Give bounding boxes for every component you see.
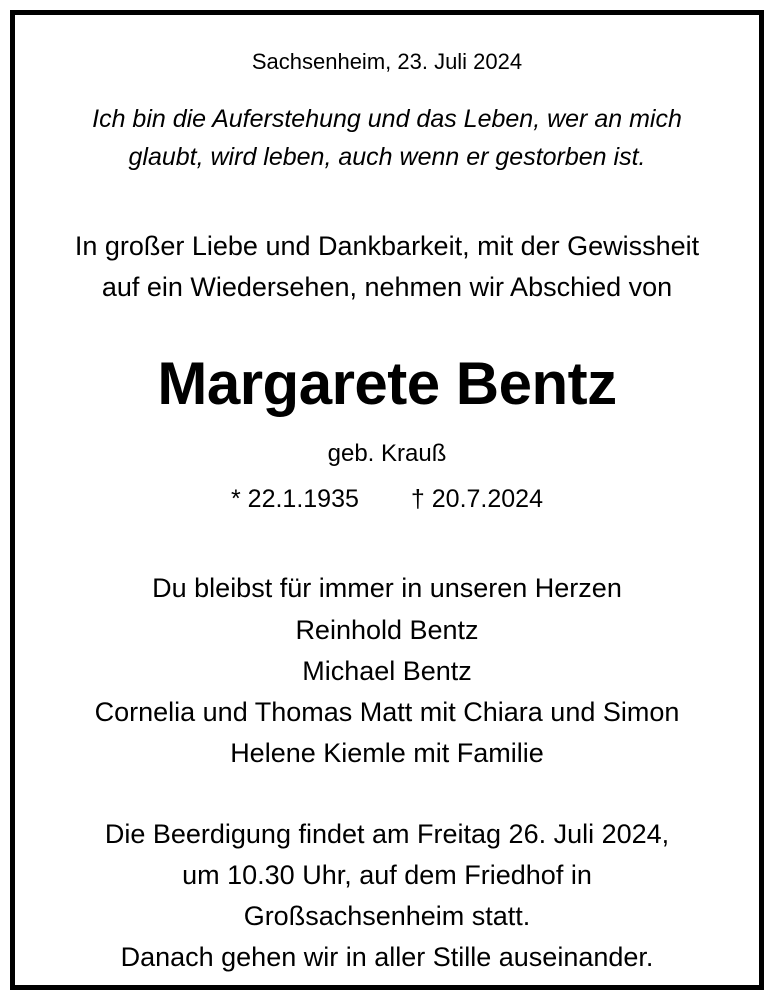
intro-text-line: In großer Liebe und Dankbarkeit, mit der Gewissheit bbox=[74, 231, 700, 261]
funeral-info-line: Die Beerdigung findet am Freitag 26. Juli 2024, bbox=[104, 819, 670, 849]
maiden-name: geb. Krauß bbox=[327, 440, 447, 467]
obituary-notice bbox=[10, 10, 764, 990]
mourner-name: Helene Kiemle mit Familie bbox=[230, 738, 544, 768]
mourner-name: Michael Bentz bbox=[302, 656, 472, 686]
life-dates bbox=[15, 485, 759, 514]
mourner-name: Reinhold Bentz bbox=[295, 615, 479, 645]
death-date: † 20.7.2024 bbox=[410, 485, 543, 513]
mourner-name: Cornelia und Thomas Matt mit Chiara und Simon bbox=[94, 697, 680, 727]
deceased-name: Margarete Bentz bbox=[157, 350, 617, 417]
funeral-info-line: Danach gehen wir in aller Stille auseinander. bbox=[120, 942, 654, 972]
bible-verse-line: glaubt, wird leben, auch wenn er gestorben ist. bbox=[128, 143, 646, 171]
funeral-info-line: um 10.30 Uhr, auf dem Friedhof in bbox=[182, 860, 592, 890]
funeral-info-line: Großsachsenheim statt. bbox=[243, 901, 531, 931]
farewell-message: Du bleibst für immer in unseren Herzen bbox=[152, 573, 622, 603]
intro-text-line: auf ein Wiedersehen, nehmen wir Abschied von bbox=[101, 272, 673, 302]
bible-verse-line: Ich bin die Auferstehung und das Leben, wer an mich bbox=[92, 105, 682, 133]
place-date: Sachsenheim, 23. Juli 2024 bbox=[251, 49, 523, 74]
birth-date: * 22.1.1935 bbox=[231, 485, 359, 513]
